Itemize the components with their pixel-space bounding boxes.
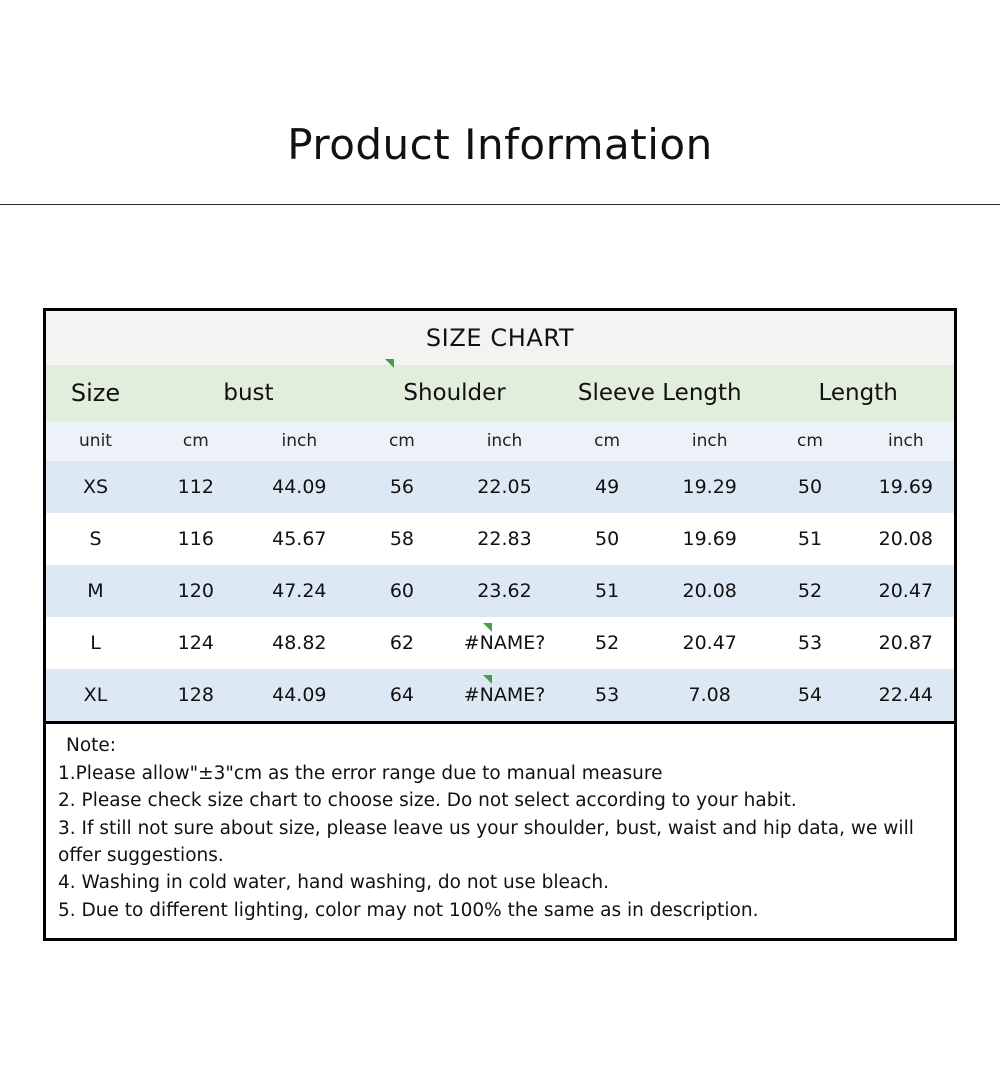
unit-cell: cm (145, 421, 247, 461)
table-row (46, 565, 954, 617)
note-line: 5. Due to different lighting, color may not 100% the same as in description. (58, 899, 759, 921)
cell-sleeve-inch: 7.08 (657, 669, 762, 721)
note-line: 4. Washing in cold water, hand washing, do not use bleach. (58, 872, 610, 894)
cell-sleeve-cm: 53 (557, 669, 657, 721)
cell-size: XL (46, 669, 145, 721)
table-row (46, 617, 954, 669)
cell-bust-inch: 45.67 (247, 513, 352, 565)
size-chart-caption-row (46, 311, 954, 365)
cell-bust-cm: 124 (145, 617, 247, 669)
cell-marker-icon (483, 675, 492, 684)
cell-bust-cm: 120 (145, 565, 247, 617)
cell-length-cm: 53 (762, 617, 857, 669)
unit-cell: inch (452, 421, 557, 461)
unit-cell: inch (657, 421, 762, 461)
group-header-length: Length (762, 365, 954, 421)
unit-cell: unit (46, 421, 145, 461)
table-row (46, 669, 954, 721)
cell-marker-icon (385, 359, 394, 368)
cell-sleeve-cm: 52 (557, 617, 657, 669)
size-chart-container (43, 308, 957, 941)
unit-cell: inch (858, 421, 954, 461)
note-line: 3. If still not sure about size, please leave us your shoulder, bust, waist and hip data, we will offer suggestions. (58, 817, 914, 866)
cell-shoulder-cm: 62 (352, 617, 452, 669)
cell-shoulder-cm: 60 (352, 565, 452, 617)
cell-marker-icon (483, 623, 492, 632)
cell-sleeve-inch: 19.29 (657, 461, 762, 513)
cell-bust-inch: 44.09 (247, 669, 352, 721)
cell-bust-cm: 116 (145, 513, 247, 565)
header-divider (0, 204, 1000, 205)
cell-sleeve-inch: 19.69 (657, 513, 762, 565)
table-row (46, 461, 954, 513)
size-chart-group-header-row (46, 365, 954, 421)
size-chart-unit-row (46, 421, 954, 461)
cell-sleeve-cm: 50 (557, 513, 657, 565)
note-line: 1.Please allow"±3"cm as the error range due to manual measure (58, 762, 663, 784)
unit-cell: cm (762, 421, 857, 461)
cell-length-cm: 51 (762, 513, 857, 565)
group-header-bust: bust (145, 365, 352, 421)
cell-shoulder-inch: 22.05 (452, 461, 557, 513)
cell-bust-inch: 44.09 (247, 461, 352, 513)
table-row (46, 513, 954, 565)
cell-length-cm: 54 (762, 669, 857, 721)
size-chart-caption: SIZE CHART (46, 311, 954, 365)
cell-length-inch: 20.47 (858, 565, 954, 617)
cell-bust-cm: 112 (145, 461, 247, 513)
group-header-shoulder: Shoulder (352, 365, 557, 421)
cell-bust-inch: 48.82 (247, 617, 352, 669)
unit-cell: cm (352, 421, 452, 461)
unit-cell: cm (557, 421, 657, 461)
page-title: Product Information (287, 120, 713, 169)
cell-shoulder-cm: 58 (352, 513, 452, 565)
cell-size: M (46, 565, 145, 617)
cell-length-inch: 20.08 (858, 513, 954, 565)
cell-shoulder-inch: #NAME? (452, 669, 557, 721)
cell-shoulder-inch: #NAME? (452, 617, 557, 669)
cell-size: XS (46, 461, 145, 513)
cell-bust-cm: 128 (145, 669, 247, 721)
page-header (0, 0, 1000, 168)
cell-shoulder-inch: 23.62 (452, 565, 557, 617)
cell-sleeve-cm: 49 (557, 461, 657, 513)
cell-shoulder-inch: 22.83 (452, 513, 557, 565)
cell-length-cm: 52 (762, 565, 857, 617)
size-chart-table (46, 311, 954, 721)
notes-heading: Note: (66, 735, 117, 756)
cell-shoulder-cm: 64 (352, 669, 452, 721)
cell-sleeve-cm: 51 (557, 565, 657, 617)
cell-sleeve-inch: 20.47 (657, 617, 762, 669)
cell-length-cm: 50 (762, 461, 857, 513)
cell-length-inch: 19.69 (858, 461, 954, 513)
cell-size: L (46, 617, 145, 669)
cell-sleeve-inch: 20.08 (657, 565, 762, 617)
cell-bust-inch: 47.24 (247, 565, 352, 617)
cell-shoulder-cm: 56 (352, 461, 452, 513)
note-line: 2. Please check size chart to choose size. Do not select according to your habit. (58, 790, 797, 812)
group-header-sleeve-length: Sleeve Length (557, 365, 762, 421)
group-header-size: Size (46, 365, 145, 421)
unit-cell: inch (247, 421, 352, 461)
notes-section (46, 721, 954, 938)
cell-size: S (46, 513, 145, 565)
cell-length-inch: 22.44 (858, 669, 954, 721)
cell-length-inch: 20.87 (858, 617, 954, 669)
